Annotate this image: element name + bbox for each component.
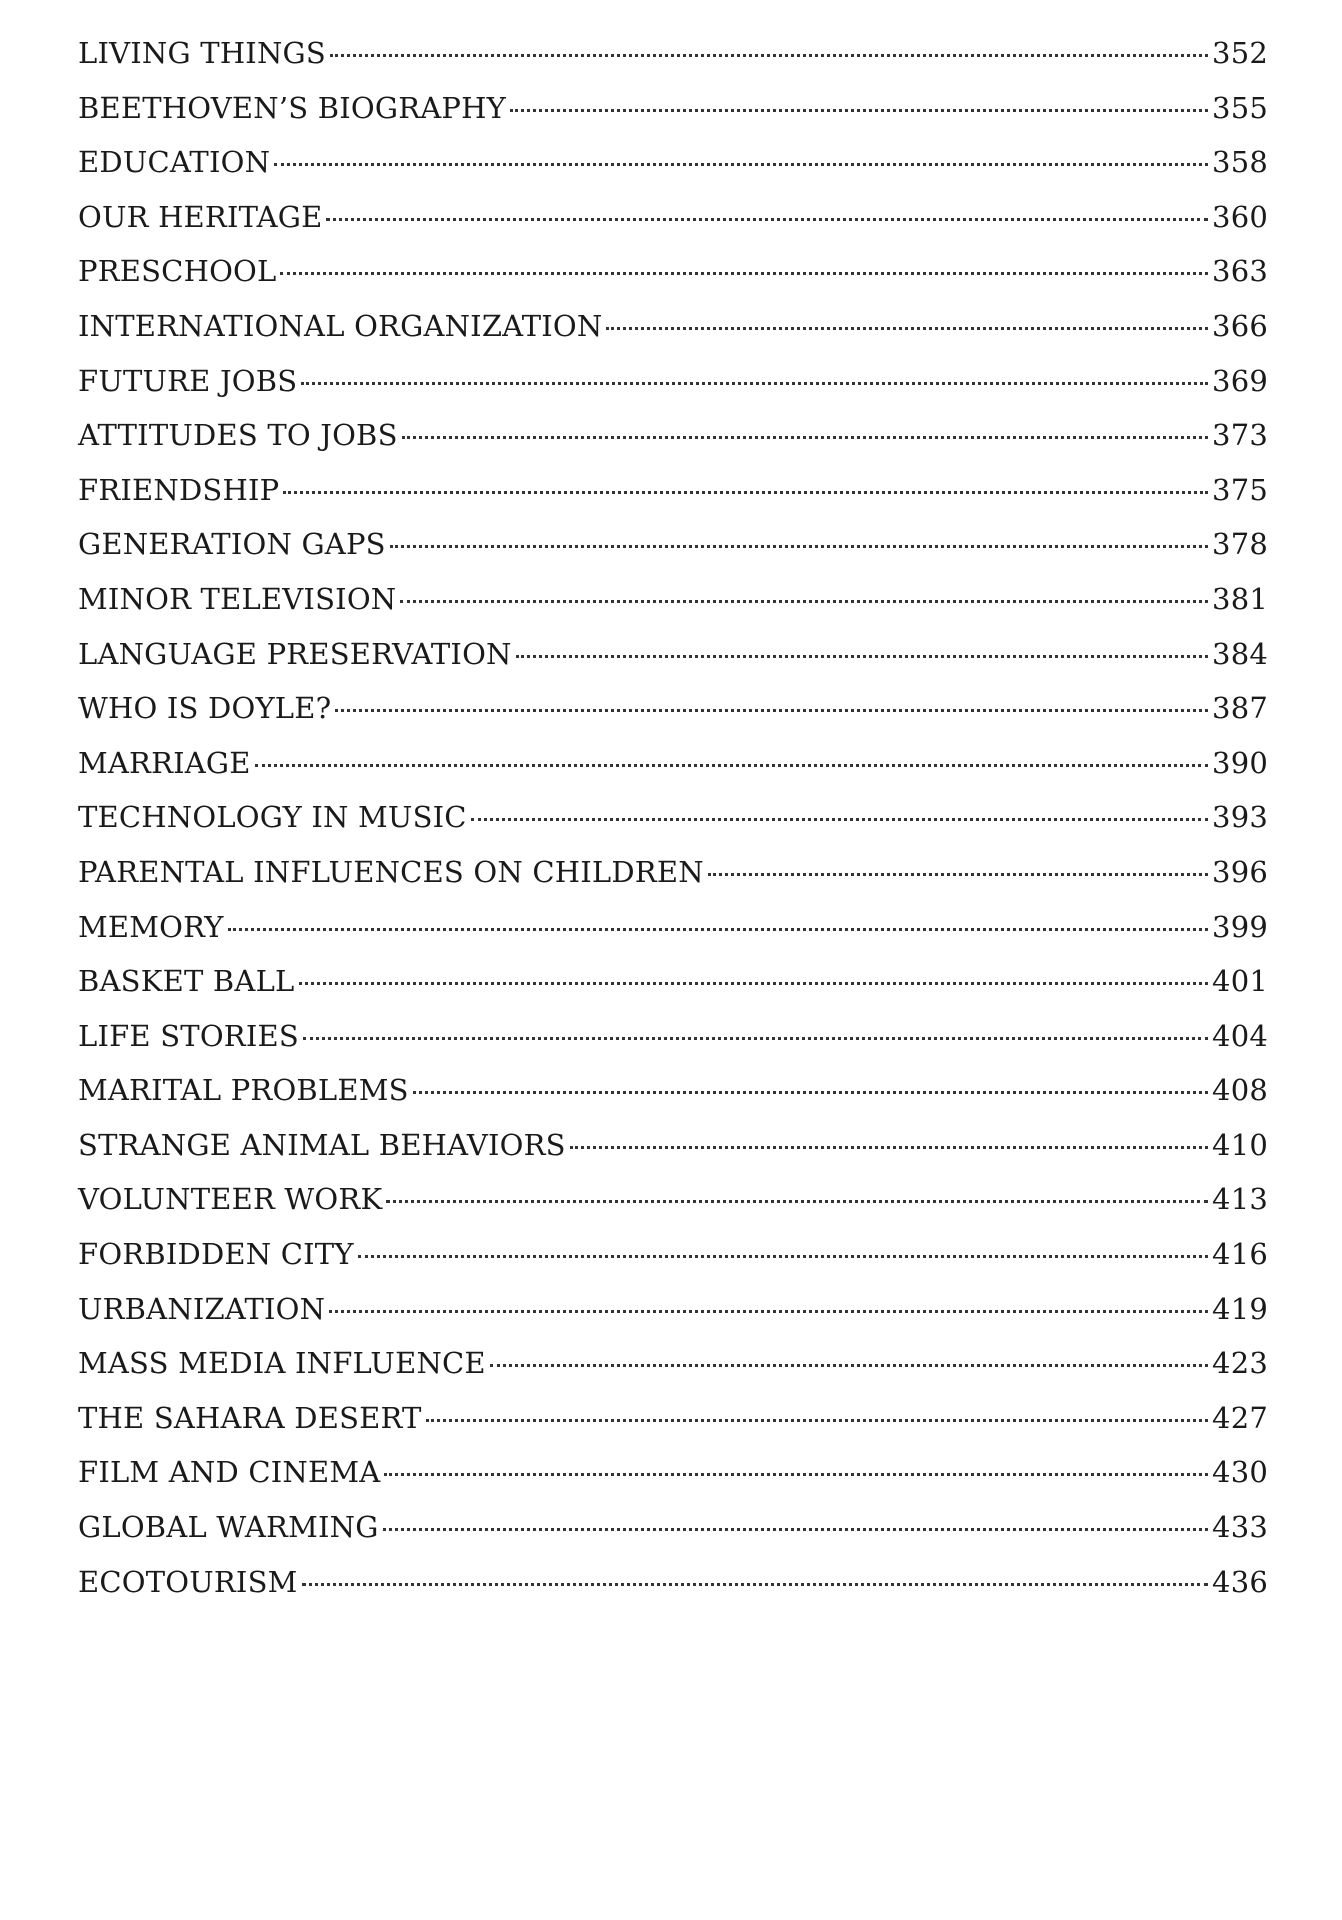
toc-entry-page: 390 — [1212, 745, 1268, 780]
toc-entry-page: 369 — [1212, 363, 1268, 398]
toc-entry[interactable] — [78, 637, 1268, 692]
toc-entry[interactable] — [78, 1237, 1268, 1292]
toc-entry[interactable] — [78, 691, 1268, 746]
toc-entry-title: FILM AND CINEMA — [78, 1455, 381, 1490]
toc-entry-page: 355 — [1212, 90, 1268, 125]
dot-leader — [386, 1200, 1208, 1203]
dot-leader — [402, 436, 1208, 439]
toc-entry-page: 423 — [1212, 1346, 1268, 1381]
toc-entry-page: 396 — [1212, 854, 1268, 889]
toc-entry-title: LIVING THINGS — [78, 36, 326, 70]
dot-leader — [326, 218, 1208, 221]
toc-entry[interactable] — [78, 855, 1268, 910]
toc-entry-page: 352 — [1212, 36, 1268, 70]
dot-leader — [490, 1364, 1208, 1367]
toc-entry-title: FUTURE JOBS — [78, 363, 298, 398]
dot-leader — [301, 382, 1208, 385]
toc-entry-title: BASKET BALL — [78, 964, 295, 999]
toc-entry[interactable] — [78, 364, 1268, 419]
toc-entry-page: 410 — [1212, 1127, 1268, 1162]
toc-entry-title: MARRIAGE — [78, 745, 251, 780]
toc-entry-page: 360 — [1212, 199, 1268, 234]
toc-entry[interactable] — [78, 910, 1268, 965]
toc-entry-title: LANGUAGE PRESERVATION — [78, 636, 512, 671]
dot-leader — [274, 163, 1208, 166]
dot-leader — [413, 1091, 1208, 1094]
toc-entry-title: GENERATION GAPS — [78, 527, 386, 562]
dot-leader — [384, 1473, 1208, 1476]
toc-entry-page: 375 — [1212, 472, 1268, 507]
toc-entry[interactable] — [78, 1346, 1268, 1401]
toc-entry-page: 381 — [1212, 581, 1268, 616]
toc-entry-page: 399 — [1212, 909, 1268, 944]
dot-leader — [390, 545, 1208, 548]
toc-entry-title: MASS MEDIA INFLUENCE — [78, 1346, 486, 1381]
dot-leader — [471, 818, 1208, 821]
toc-entry[interactable] — [78, 91, 1268, 146]
toc-entry[interactable] — [78, 1401, 1268, 1456]
toc-entry-title: ATTITUDES TO JOBS — [78, 418, 398, 453]
toc-entry-title: STRANGE ANIMAL BEHAVIORS — [78, 1127, 566, 1162]
toc-entry-page: 413 — [1212, 1182, 1268, 1217]
toc-entry-title: BEETHOVEN’S BIOGRAPHY — [78, 90, 506, 125]
toc-entry-page: 433 — [1212, 1510, 1268, 1545]
toc-entry[interactable] — [78, 473, 1268, 528]
toc-entry-title: OUR HERITAGE — [78, 199, 323, 234]
toc-entry[interactable] — [78, 1019, 1268, 1074]
dot-leader — [303, 1037, 1208, 1040]
toc-entry-title: MINOR TELEVISION — [78, 581, 397, 616]
dot-leader — [400, 600, 1208, 603]
dot-leader — [255, 764, 1208, 767]
dot-leader — [708, 873, 1208, 876]
toc-entry[interactable] — [78, 145, 1268, 200]
dot-leader — [606, 327, 1208, 330]
toc-entry[interactable] — [78, 1073, 1268, 1128]
toc-entry-page: 363 — [1212, 254, 1268, 289]
toc-entry-page: 378 — [1212, 527, 1268, 562]
toc-entry-title: INTERNATIONAL ORGANIZATION — [78, 308, 603, 343]
toc-entry-title: VOLUNTEER WORK — [78, 1182, 383, 1217]
toc-entry-page: 384 — [1212, 636, 1268, 671]
toc-entry[interactable] — [78, 800, 1268, 855]
toc-entry-page: 358 — [1212, 145, 1268, 180]
toc-entry[interactable] — [78, 36, 1268, 91]
dot-leader — [302, 1583, 1209, 1586]
toc-entry-page: 416 — [1212, 1237, 1268, 1272]
toc-entry-title: THE SAHARA DESERT — [78, 1400, 422, 1435]
toc-entry-page: 373 — [1212, 418, 1268, 453]
toc-entry-page: 427 — [1212, 1400, 1268, 1435]
toc-entry-title: MARITAL PROBLEMS — [78, 1073, 409, 1108]
dot-leader — [330, 54, 1208, 57]
toc-entry[interactable] — [78, 746, 1268, 801]
toc-entry-page: 401 — [1212, 964, 1268, 999]
toc-entry[interactable] — [78, 309, 1268, 364]
toc-entry-page: 436 — [1212, 1564, 1268, 1599]
toc-entry-page: 419 — [1212, 1291, 1268, 1326]
dot-leader — [358, 1255, 1208, 1258]
toc-entry-page: 430 — [1212, 1455, 1268, 1490]
toc-entry-title: FORBIDDEN CITY — [78, 1237, 354, 1272]
toc-entry-page: 366 — [1212, 308, 1268, 343]
toc-entry-title: GLOBAL WARMING — [78, 1510, 379, 1545]
toc-entry[interactable] — [78, 1292, 1268, 1347]
toc-entry[interactable] — [78, 1455, 1268, 1510]
toc-entry-title: PARENTAL INFLUENCES ON CHILDREN — [78, 854, 704, 889]
toc-entry-page: 404 — [1212, 1018, 1268, 1053]
table-of-contents — [78, 36, 1268, 1619]
dot-leader — [329, 1310, 1208, 1313]
dot-leader — [516, 655, 1208, 658]
toc-entry[interactable] — [78, 254, 1268, 309]
toc-entry[interactable] — [78, 527, 1268, 582]
dot-leader — [299, 982, 1209, 985]
dot-leader — [426, 1419, 1208, 1422]
toc-entry-title: TECHNOLOGY IN MUSIC — [78, 800, 467, 835]
toc-entry-title: MEMORY — [78, 909, 224, 944]
toc-entry[interactable] — [78, 1565, 1268, 1620]
toc-entry[interactable] — [78, 964, 1268, 1019]
dot-leader — [510, 109, 1208, 112]
toc-entry[interactable] — [78, 1510, 1268, 1565]
toc-entry-title: LIFE STORIES — [78, 1018, 299, 1053]
toc-entry-title: WHO IS DOYLE? — [78, 691, 332, 726]
toc-entry[interactable] — [78, 418, 1268, 473]
toc-entry-title: EDUCATION — [78, 145, 271, 180]
toc-entry-title: ECOTOURISM — [78, 1564, 298, 1599]
dot-leader — [335, 709, 1208, 712]
toc-entry-title: URBANIZATION — [78, 1291, 326, 1326]
toc-entry[interactable] — [78, 1128, 1268, 1183]
dot-leader — [383, 1528, 1208, 1531]
toc-entry[interactable] — [78, 200, 1268, 255]
dot-leader — [228, 928, 1208, 931]
toc-entry[interactable] — [78, 1182, 1268, 1237]
dot-leader — [570, 1146, 1208, 1149]
toc-entry-title: FRIENDSHIP — [78, 472, 280, 507]
toc-entry-title: PRESCHOOL — [78, 254, 277, 289]
toc-entry-page: 393 — [1212, 800, 1268, 835]
toc-entry-page: 387 — [1212, 691, 1268, 726]
dot-leader — [283, 491, 1208, 494]
toc-entry-page: 408 — [1212, 1073, 1268, 1108]
dot-leader — [280, 272, 1208, 275]
toc-entry[interactable] — [78, 582, 1268, 637]
